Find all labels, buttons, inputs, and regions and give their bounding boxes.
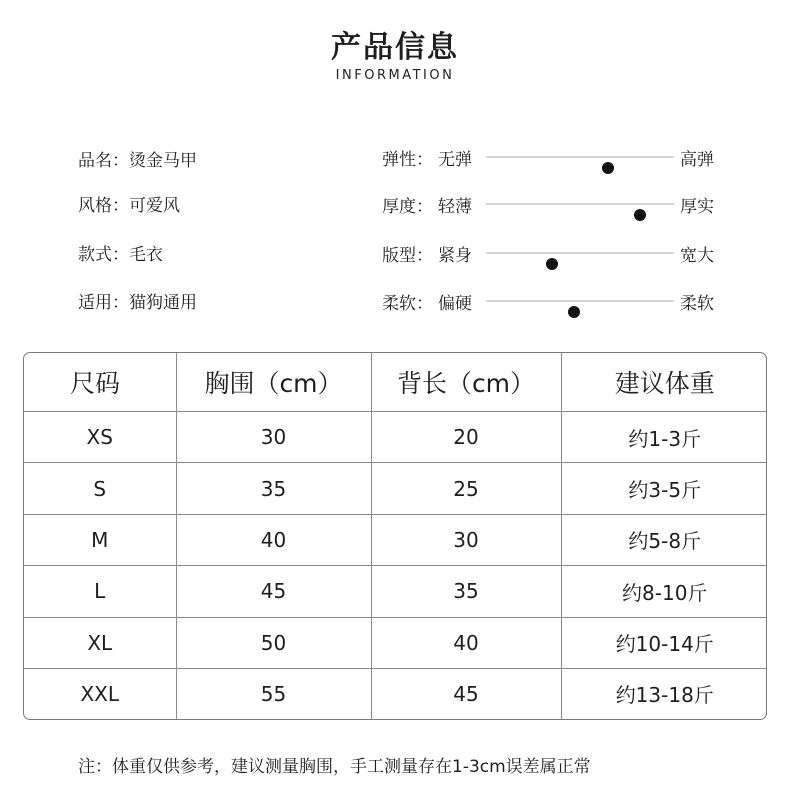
info-product-name bbox=[78, 146, 197, 171]
scale-knob bbox=[546, 258, 558, 270]
footer-note: 注：体重仅供参考，建议测量胸围，手工测量存在1-3cm误差属正常 bbox=[78, 757, 591, 777]
info-type bbox=[78, 240, 163, 265]
scale-knob bbox=[602, 162, 614, 174]
scale-track bbox=[486, 156, 674, 158]
cell-back-length: 40 bbox=[371, 617, 561, 668]
info-label: 风格： bbox=[78, 196, 129, 216]
scale-knob bbox=[568, 306, 580, 318]
scale-track bbox=[486, 300, 674, 302]
scale-knob bbox=[634, 209, 646, 221]
scale-fit bbox=[382, 241, 722, 265]
scale-high-label: 柔软 bbox=[680, 294, 714, 314]
size-table bbox=[23, 352, 767, 720]
table-row bbox=[24, 463, 767, 514]
cell-chest: 45 bbox=[176, 566, 371, 617]
scale-low-label: 轻薄 bbox=[438, 197, 472, 217]
scale-thickness bbox=[382, 192, 722, 216]
cell-back-length: 30 bbox=[371, 514, 561, 565]
cell-weight: 约1-3斤 bbox=[561, 412, 767, 463]
cell-back-length: 35 bbox=[371, 566, 561, 617]
scale-high-label: 高弹 bbox=[680, 150, 714, 170]
cell-size: XL bbox=[24, 617, 176, 668]
table-row bbox=[24, 668, 767, 719]
cell-size: L bbox=[24, 566, 176, 617]
table-row bbox=[24, 617, 767, 668]
scale-low-label: 偏硬 bbox=[438, 294, 472, 314]
table-row bbox=[24, 566, 767, 617]
cell-back-length: 45 bbox=[371, 668, 561, 719]
cell-weight: 约8-10斤 bbox=[561, 566, 767, 617]
scale-label: 版型： bbox=[382, 246, 433, 266]
cell-weight: 约10-14斤 bbox=[561, 617, 767, 668]
scale-label: 柔软： bbox=[382, 294, 433, 314]
cell-size: M bbox=[24, 514, 176, 565]
table-row bbox=[24, 514, 767, 565]
scale-label: 厚度： bbox=[382, 197, 433, 217]
header-chest: 胸围（cm） bbox=[176, 353, 371, 412]
scale-high-label: 厚实 bbox=[680, 197, 714, 217]
info-value: 可爱风 bbox=[129, 196, 180, 216]
info-label: 款式： bbox=[78, 245, 129, 265]
cell-chest: 30 bbox=[176, 412, 371, 463]
cell-back-length: 20 bbox=[371, 412, 561, 463]
header-size: 尺码 bbox=[24, 353, 176, 412]
table-header-row bbox=[24, 353, 767, 412]
info-label: 品名： bbox=[78, 151, 129, 171]
scale-low-label: 无弹 bbox=[438, 150, 472, 170]
scale-label: 弹性： bbox=[382, 150, 433, 170]
cell-chest: 50 bbox=[176, 617, 371, 668]
info-applicable bbox=[78, 288, 197, 313]
cell-size: S bbox=[24, 463, 176, 514]
page-subtitle: INFORMATION bbox=[335, 68, 455, 83]
header-weight: 建议体重 bbox=[561, 353, 767, 412]
scale-low-label: 紧身 bbox=[438, 246, 472, 266]
cell-size: XXL bbox=[24, 668, 176, 719]
cell-size: XS bbox=[24, 412, 176, 463]
cell-weight: 约5-8斤 bbox=[561, 514, 767, 565]
info-label: 适用： bbox=[78, 293, 129, 313]
info-value: 烫金马甲 bbox=[129, 151, 197, 171]
cell-chest: 55 bbox=[176, 668, 371, 719]
scale-high-label: 宽大 bbox=[680, 246, 714, 266]
cell-chest: 35 bbox=[176, 463, 371, 514]
scale-track bbox=[486, 252, 674, 254]
cell-weight: 约13-18斤 bbox=[561, 668, 767, 719]
page-title: 产品信息 bbox=[331, 30, 459, 65]
header-back-length: 背长（cm） bbox=[371, 353, 561, 412]
table-row bbox=[24, 412, 767, 463]
scale-track bbox=[486, 203, 674, 205]
scale-elasticity bbox=[382, 145, 722, 169]
info-value: 猫狗通用 bbox=[129, 293, 197, 313]
info-style bbox=[78, 191, 180, 216]
cell-weight: 约3-5斤 bbox=[561, 463, 767, 514]
cell-chest: 40 bbox=[176, 514, 371, 565]
cell-back-length: 25 bbox=[371, 463, 561, 514]
scale-softness bbox=[382, 289, 722, 313]
info-value: 毛衣 bbox=[129, 245, 163, 265]
